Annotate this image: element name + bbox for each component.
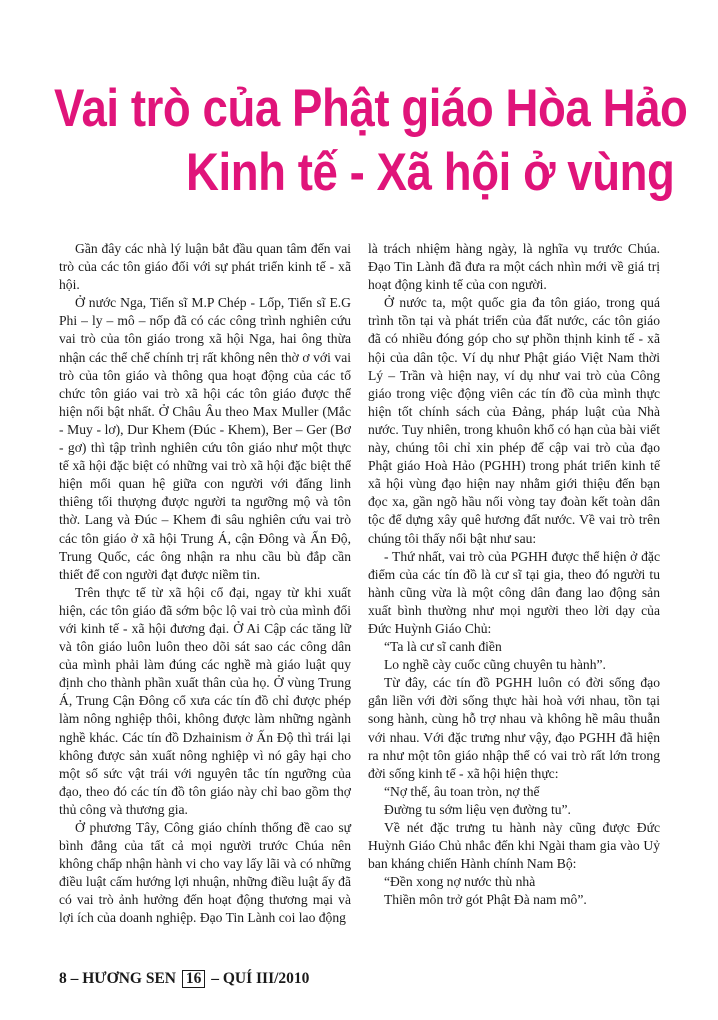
page-number: 8 xyxy=(59,970,67,987)
paragraph: - Thứ nhất, vai trò của PGHH được thể hiện ở đặc điểm của các tín đồ là cư sĩ tại gia, theo đó người tu hành cũng vừa là một công dân đang lao động sản xuất bình thường như mọi người theo lời dạy của Đức Huỳnh Giáo Chủ: xyxy=(368,548,660,636)
article-title-line-2: Kinh tế - Xã hội ở vùng xyxy=(186,143,675,202)
paragraph: Về nét đặc trưng tu hành này cũng được Đức Huỳnh Giáo Chủ nhắc đến khi Ngài tham gia vào Uỷ ban kháng chiến Hành chính Nam Bộ: xyxy=(368,820,660,872)
article-title-line-1: Vai trò của Phật giáo Hòa Hảo xyxy=(54,79,688,138)
verse-line: Thiền môn trở gót Phật Đà nam mô”. xyxy=(384,892,587,908)
paragraph: là trách nhiệm hàng ngày, là nghĩa vụ trước Chúa. Đạo Tin Lành đã đưa ra một cách nhìn mới về giá trị hoạt động kinh tế của con người. xyxy=(368,241,660,293)
verse-line: “Đền xong nợ nước thù nhà xyxy=(384,874,536,890)
verse-line: “Ta là cư sĩ canh điền xyxy=(384,639,502,655)
verse-line: “Nợ thế, âu toan tròn, nợ thế xyxy=(384,783,540,799)
left-column xyxy=(59,240,351,928)
paragraph: Trên thực tế từ xã hội cổ đại, ngay từ khi xuất hiện, các tôn giáo đã sớm bộc lộ vai trò của mình đối với kinh tế - xã hội đương đại. Ở Ai Cập các tăng lữ và tôn giáo luôn luôn theo dõi sát sao các công dân của mình phải làm đúng các nghề mà giáo luật quy định cho thành phần xuất thân của họ. Ở vùng Trung Á, Trung Cận Đông cổ xưa các tín đồ chỉ được phép làm nông nghiệp thôi, không được làm những ngành nghề khác. Các tín đồ Dzhainism ở Ấn Độ thì trái lại không được sản xuất nông nghiệp vì nó gây hại cho một số sức vật trái với nguyên tắc tín ngưỡng của đạo, theo đó các tín đồ tôn giáo này chỉ bao gồm thợ thủ công và thương gia. xyxy=(59,584,351,817)
paragraph: Ở nước Nga, Tiến sĩ M.P Chép - Lốp, Tiến sĩ E.G Phi – ly – mô – nốp đã có các công trình nghiên cứu vai trò của tôn giáo trong xã hội Nga, hai ông thừa nhận các thể chế chính trị rất không nên thờ ơ với vai trò của tôn giáo và thông qua hoạt động của các tổ chức tôn giáo vai trò xã hội các tôn giáo được thể hiện nổi bật nhất. Ở Châu Âu theo Max Muller (Mắc - Muy - lơ), Dur Khem (Đúc - Khem), Ber – Ger (Bơ - gơ) thì tập trình nghiên cứu tôn giáo như một thực tế xã hội đặc biệt có những vai trò xã hội đặc biệt thể hiện mối quan hệ giữa con người với đấng linh thiêng tối thượng được người ta ngưỡng mộ và tôn thờ. Lang và Đúc – Khem đi sâu nghiên cứu vai trò các tôn giáo ở xã hội Trung Á, cận Đông và Ấn Độ, Trung Quốc, các ông nhận ra nhu cầu bù đắp cần thiết để con người đạt được niềm tin. xyxy=(59,295,351,582)
right-column xyxy=(368,240,660,909)
paragraph: Ở nước ta, một quốc gia đa tôn giáo, trong quá trình tồn tại và phát triển của đất nước, các tôn giáo đã có nhiều đóng góp cho sự phồn thịnh kinh tế - xã hội của dân tộc. Ví dụ như Phật giáo Việt Nam thời Lý – Trần và hiện nay, ví dụ như vai trò của Công giáo trong việc động viên các tín đồ của mình thực hiện tốt chính sách của Đảng, pháp luật của Nhà nước. Tuy nhiên, trong khuôn khổ có hạn của bài viết này, chúng tôi chỉ xin phép để cập vai trò của đạo Phật giáo Hoà Hảo (PGHH) trong phát triển kinh tế xã hội vùng đạo hiện nay nhằm giới thiệu đến bạn đọc xa, gần ngõ hầu nối vòng tay đoàn kết toàn dân tộc để dựng xây quê hương đất nước. Về vai trò trên chúng tôi thấy nổi bật như sau: xyxy=(368,295,660,546)
paragraph: Từ đây, các tín đồ PGHH luôn có đời sống đạo gắn liền với đời sống thực hài hoà với nhau, tồn tại song hành, cùng hỗ trợ nhau và không hề mâu thuẫn với nhau. Với đặc trưng như vậy, đạo PGHH đã hiện ra như một tôn giáo nhập thế có vai trò rất lớn trong đời sống kinh tế - xã hội hiện thực: xyxy=(368,675,660,781)
page-footer xyxy=(59,970,309,988)
magazine-name: – HƯƠNG SEN xyxy=(70,970,176,987)
verse-line: Đường tu sớm liệu vẹn đường tu”. xyxy=(384,801,571,817)
paragraph: Ở phương Tây, Công giáo chính thống đề cao sự bình đẳng của tất cả mọi người trước Chúa nên không chấp nhận hành vi cho vay lấy lãi và có những điều luật cấm hướng lợi nhuận, những điều luật ấy đã có vai trò ảnh hưởng đến hoạt động thương mại và lợi ích của doanh nghiệp. Đạo Tin Lành coi lao động xyxy=(59,820,351,926)
issue-quarter: – QUÍ III/2010 xyxy=(211,970,310,987)
verse-line: Lo nghề cày cuốc cũng chuyên tu hành”. xyxy=(384,657,606,673)
paragraph: Gần đây các nhà lý luận bắt đầu quan tâm đến vai trò của các tôn giáo đối với sự phát triển kinh tế - xã hội. xyxy=(59,241,351,293)
issue-number: 16 xyxy=(182,970,206,988)
